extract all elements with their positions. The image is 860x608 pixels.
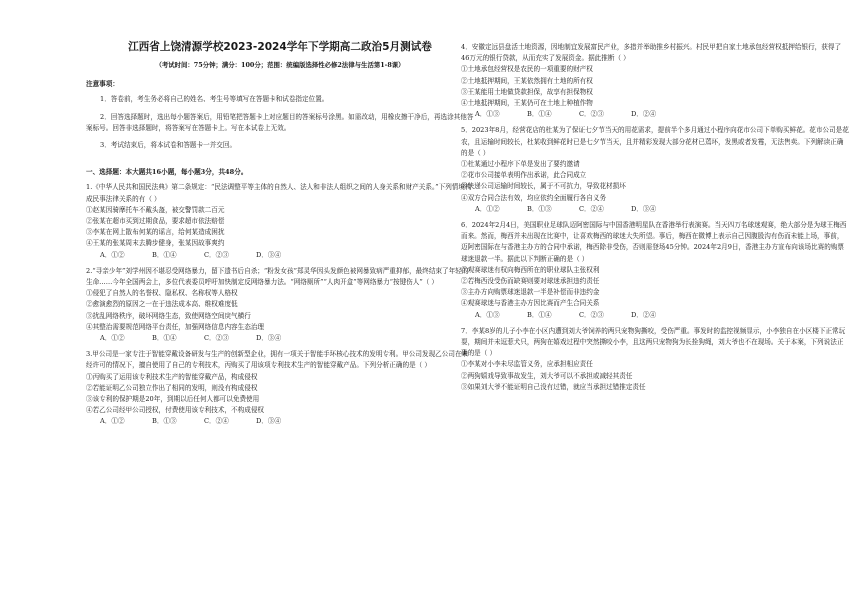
- question-option: ④观赛球迷与香港主办方因比赛而产生合同关系: [461, 299, 600, 308]
- question-option: ②张某在超市买到过期食品，要求超市依法赔偿: [86, 217, 225, 226]
- question-option: ④土地抵押期间，王某仍可在土地上种植作物: [461, 99, 593, 108]
- choice-b: B．①④: [152, 334, 177, 343]
- choice-d: D．③④: [631, 204, 657, 213]
- question-4: [461, 42, 849, 120]
- exam-title: 江西省上饶清源学校2023-2024学年下学期高二政治5月测试卷: [128, 41, 432, 53]
- notice-item: 2．回答选择题时，选出每小题答案后，用铅笔把答题卡上对应题目的答案标号涂黑。如需改动，用橡皮擦干净后，再选涂其他答案标号。回答非选择题时，将答案写在答题卡上。写在本试卷上无效。: [86, 112, 474, 132]
- exam-subtitle: （考试时间：75分钟；满分：100分；范围：统编版选择性必修2法律与生活第1-8课）: [155, 61, 405, 69]
- choice-c: C．②③: [579, 310, 604, 319]
- right-column: [461, 42, 849, 393]
- question-option: ②两狗嬉戏导致事故发生，刘大爷可以不承担或减轻其责任: [461, 371, 633, 380]
- choice-c: C．②③: [579, 110, 604, 119]
- question-option: ②花市公司接单表明作出承诺，此合同成立: [461, 171, 587, 180]
- question-stem: 4．安徽定远县盘活土地资源，因地制宜发展富民产业，多措并举助推乡村振兴。村民甲把自家土地承包经营权抵押给银行，获得了46万元的银行贷款，从而充实了发展资金。据此推断（ ）: [461, 43, 842, 63]
- notice-item: 3．考试结束后，将本试卷和答题卡一并交回。: [100, 141, 237, 150]
- question-option: ③如果刘大爷不能证明自己没有过错，就应当承担过错推定责任: [461, 382, 646, 391]
- question-option: ②土地抵押期间，王某依然拥有土地的所有权: [461, 76, 593, 85]
- answer-choices: [475, 310, 849, 321]
- question-option: ①侵犯了自然人的名誉权、隐私权、名称权等人格权: [86, 289, 238, 298]
- choice-d: D．③④: [256, 250, 282, 259]
- question-option: ②愈演愈烈的原因之一在于违法成本高、维权难度低: [86, 300, 238, 309]
- choice-d: D．③④: [256, 334, 282, 343]
- question-option: ④若乙公司经甲公司授权，付费使用该专利技术，不构成侵权: [86, 406, 265, 415]
- question-option: ②若能证明乙公司独立作出了相同的发明，则没有构成侵权: [86, 383, 258, 392]
- question-7: [461, 326, 849, 393]
- question-option: ①杜某通过小程序下单是发出了要约邀请: [461, 160, 580, 169]
- notice-heading: 注意事项：: [86, 80, 119, 89]
- choice-a: A．①③: [475, 310, 500, 319]
- question-stem: 2.“寻亲少年”刘学州因不堪忍受网络暴力，留下遗书后自杀；“粉发女孩”郑灵华因头发颜色被网暴致病严重抑郁，最终结束了年轻的生命……今年全国两会上，多位代表委员呼吁加快制定反网络暴力法。“网络厕所”“人肉开盒”等网络暴力“按键伤人”（ ）: [86, 266, 469, 287]
- question-option: ①李某对小李未尽监管义务，应承担相应责任: [461, 360, 593, 369]
- question-1: [86, 182, 474, 260]
- notice-item: 1．答卷前，考生务必将自己的姓名、考生号等填写在答题卡和试卷指定位置。: [100, 95, 329, 104]
- choice-a: A．①②: [100, 334, 125, 343]
- question-option: ③快递公司运输时间较长，属于不可抗力，导致花材损坏: [461, 182, 626, 191]
- question-option: ①丙购买了运用该专利技术生产的智能穿戴产品，构成侵权: [86, 372, 258, 381]
- choice-a: A．①②: [100, 417, 125, 426]
- answer-choices: [100, 416, 474, 427]
- question-option: ①土地承包经营权是农民的一项重要的财产权: [461, 65, 593, 74]
- question-option: ④王某的张某周末去腾步健身，张某因故事爽约: [86, 239, 225, 248]
- question-option: ②若梅西没受伤而缺赛则要对球迷承担违约责任: [461, 277, 600, 286]
- question-stem: 7．李某8岁的儿子小李在小区内遭到刘大爷饲养的两只宠物狗撕咬，受伤严重。事发时的监控视频显示，小李独自在小区楼下正常玩耍，期间并未逗惹犬只，两狗在嬉戏过程中突然撕咬小李，且这两只宠物狗为长拴狗绳，刘大爷也不在现场。关于本案，下列说法正确的是（ ）: [461, 326, 846, 358]
- choice-d: D．③④: [256, 417, 282, 426]
- choice-a: A．①②: [475, 204, 500, 213]
- choice-b: B．①④: [527, 310, 552, 319]
- question-option: ④其整治需要规范网络平台责任，加强网络信息内容生态治理: [86, 322, 265, 331]
- choice-a: A．①②: [100, 250, 125, 259]
- answer-choices: [100, 333, 474, 344]
- choice-b: B．①③: [152, 417, 177, 426]
- choice-a: A．①③: [475, 110, 500, 119]
- question-stem: 6．2024年2月4日，美国职业足球队迈阿密国际与中国香港明星队在香港举行表演赛。当天四万名球迷观赛，绝大部分是为球王梅西而来。然而，梅西并未出现在比赛中，让喜欢梅西的球迷大失所望。事后，梅西在微博上表示自己因腹股沟有伤而未能上场，事前，迈阿密国际在与香港主办方的合同中承诺，梅西除非受伤，否则需登场45分钟。2024年2月9日，香港主办方宣布向该场比赛的购票球迷退款一半。据此以下判断正确的是（ ）: [461, 221, 847, 263]
- answer-choices: [100, 250, 474, 261]
- choice-b: B．①④: [527, 110, 552, 119]
- question-5: [461, 125, 849, 215]
- choice-c: C．②④: [204, 417, 229, 426]
- choice-b: B．①④: [152, 250, 177, 259]
- section-heading: 一、选择题：本大题共16小题，每小题3分，共48分。: [86, 168, 248, 177]
- choice-c: C．②④: [579, 204, 604, 213]
- question-stem: 3.甲公司是一家专注于智能穿戴设备研发与生产的创新型企业，拥有一项关于智能手环核心技术的发明专利。甲公司发现乙公司在未经许可的情况下，擅自使用了自己的专利技术，丙购买了用该项专利技术生产的智能穿戴产品。下列分析正确的是（ ）: [86, 350, 469, 370]
- choice-d: D．②④: [631, 310, 657, 319]
- question-2: [86, 266, 474, 344]
- answer-choices: [475, 204, 849, 215]
- question-stem: 1.《中华人民共和国民法典》第二条规定：“民法调整平等主体的自然人、法人和非法人组织之间的人身关系和财产关系。”下列情境构成民事法律关系的有（ ）: [86, 183, 472, 203]
- choice-b: B．①③: [527, 204, 552, 213]
- question-option: ③主办方向购票球迷退款一半是补偿而非违约金: [461, 288, 600, 297]
- question-option: ③王某能用土地做贷款担保，故享有担保物权: [461, 87, 593, 96]
- question-option: ④双方合同合法有效，均应依约全面履行各自义务: [461, 193, 607, 202]
- choice-d: D．②④: [631, 110, 657, 119]
- question-stem: 5．2023年8月，经营花店的杜某为了保证七夕节当天的用花需求，提前半个多月通过小程序向花市公司下单购买鲜花。花市公司是花农，且运输时间较长，杜某收到鲜花时已是七夕节当天，且并精彩发现大部分花材已蔫坏，发黑或者发霉，无法售卖。下列解读正确的是（ ）: [461, 126, 849, 157]
- question-option: ③该专利的保护期是20年，到期以后任何人都可以免费使用: [86, 395, 260, 404]
- choice-c: C．②③: [204, 250, 229, 259]
- answer-choices: [475, 109, 849, 120]
- question-option: ③李某在网上散布何某的谣言，给何某造成困扰: [86, 228, 225, 237]
- choice-c: C．②③: [204, 334, 229, 343]
- question-6: [461, 220, 849, 321]
- question-option: ③扰乱网络秩序，破坏网络生态，致使网络空间戾气横行: [86, 311, 251, 320]
- question-3: [86, 349, 474, 427]
- question-option: ①观赛球迷有权向梅西所在的职业球队主张权利: [461, 265, 600, 274]
- question-option: ①赵某因骑摩托车不戴头盔，被交警罚款二百元: [86, 205, 225, 214]
- left-column: [86, 40, 474, 433]
